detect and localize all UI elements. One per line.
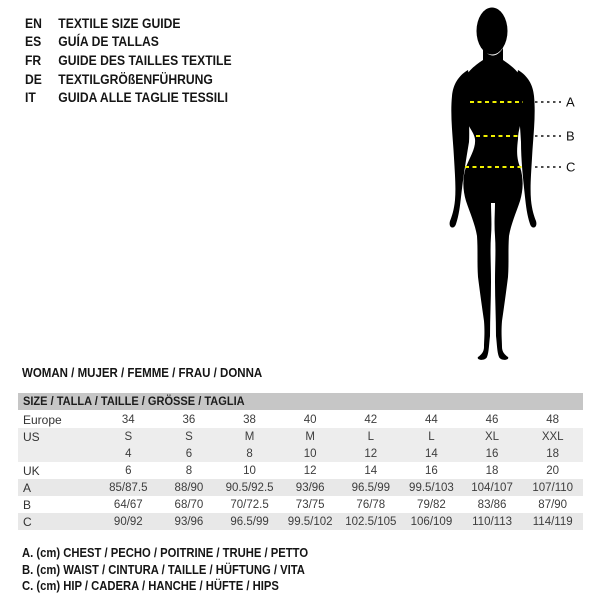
legend-waist: B. (cm) WAIST / CINTURA / TAILLE / HÜFTUNG / VITA xyxy=(22,562,305,577)
lang-code: FR xyxy=(25,52,42,68)
cell: 96.5/99 xyxy=(230,515,269,528)
cell: XL xyxy=(485,430,500,443)
legend-chest: A. (cm) CHEST / PECHO / POITRINE / TRUHE / PETTO xyxy=(22,546,309,560)
cell: 40 xyxy=(303,413,317,426)
cell: 46 xyxy=(485,413,499,426)
table-row-chest xyxy=(18,479,583,496)
row-label: C xyxy=(23,514,32,529)
table-row-uk xyxy=(18,462,583,479)
lang-title: GUIDA ALLE TAGLIE TESSILI xyxy=(58,90,228,106)
woman-silhouette-icon xyxy=(420,0,600,370)
row-label: UK xyxy=(23,463,40,478)
lang-code: IT xyxy=(25,90,36,106)
cell: 48 xyxy=(546,413,560,426)
row-label: B xyxy=(23,497,32,512)
lang-title: GUIDE DES TAILLES TEXTILE xyxy=(58,52,232,68)
cell: 36 xyxy=(182,413,196,426)
cell: 10 xyxy=(243,464,256,477)
cell: 93/96 xyxy=(174,515,204,528)
cell: 79/82 xyxy=(417,498,446,511)
row-label: Europe xyxy=(23,412,62,427)
language-title-block xyxy=(25,14,232,107)
lang-row-es xyxy=(25,33,232,52)
lang-code: ES xyxy=(25,34,42,50)
cell: 73/75 xyxy=(295,498,325,511)
cell: 14 xyxy=(425,447,438,460)
table-header-label: SIZE / TALLA / TAILLE / GRÖSSE / TAGLIA xyxy=(23,394,245,408)
lang-title: GUÍA DE TALLAS xyxy=(58,34,159,50)
cell: 16 xyxy=(485,447,499,460)
cell: 8 xyxy=(246,447,253,460)
table-row-us-numeric xyxy=(18,445,583,462)
lang-code: EN xyxy=(25,15,42,31)
lang-row-de xyxy=(25,70,232,89)
cell: 8 xyxy=(185,464,193,477)
figure-label-c: C xyxy=(566,159,576,175)
lang-row-fr xyxy=(25,51,232,70)
cell: 70/72.5 xyxy=(230,498,269,511)
lang-code: DE xyxy=(25,71,42,87)
cell: 10 xyxy=(303,447,317,460)
cell: 85/87.5 xyxy=(109,481,148,494)
row-label: US xyxy=(23,429,40,444)
table-header-size xyxy=(18,393,583,410)
measurement-diagram xyxy=(420,0,600,370)
cell: 64/67 xyxy=(113,498,143,511)
cell: 102.5/105 xyxy=(345,515,397,528)
section-title-woman: WOMAN / MUJER / FEMME / FRAU / DONNA xyxy=(22,366,263,380)
cell: 20 xyxy=(546,464,560,477)
cell: 76/78 xyxy=(356,498,386,511)
cell: L xyxy=(428,430,435,443)
cell: 99.5/103 xyxy=(409,481,454,494)
table-row-europe xyxy=(18,411,583,428)
size-table xyxy=(18,393,583,530)
cell: 107/110 xyxy=(532,481,574,494)
cell: 4 xyxy=(125,447,132,460)
table-row-waist xyxy=(18,496,583,513)
cell: 99.5/102 xyxy=(287,515,333,528)
cell: 12 xyxy=(364,447,378,460)
cell: L xyxy=(367,430,375,443)
lang-title: TEXTILGRÖßENFÜHRUNG xyxy=(58,71,213,87)
cell: M xyxy=(244,430,255,443)
cell: S xyxy=(124,430,133,443)
lang-title: TEXTILE SIZE GUIDE xyxy=(58,15,181,31)
cell: 93/96 xyxy=(295,481,325,494)
cell: 6 xyxy=(125,464,132,477)
measurement-legend xyxy=(22,545,308,595)
figure-label-b: B xyxy=(566,128,575,144)
cell: S xyxy=(185,430,193,443)
cell: 18 xyxy=(485,464,499,477)
cell: XXL xyxy=(541,430,564,443)
cell: 83/86 xyxy=(477,498,507,511)
table-row-us xyxy=(18,428,583,445)
cell: 90.5/92.5 xyxy=(225,481,274,494)
cell: 106/109 xyxy=(410,515,453,528)
lang-row-it xyxy=(25,88,232,107)
cell: 90/92 xyxy=(113,515,143,528)
cell: 44 xyxy=(425,413,438,426)
cell: M xyxy=(305,430,315,443)
cell: 14 xyxy=(364,464,378,477)
cell: 34 xyxy=(121,413,135,426)
cell: 6 xyxy=(185,447,193,460)
cell: 87/90 xyxy=(538,498,568,511)
cell: 68/70 xyxy=(174,498,204,511)
cell: 18 xyxy=(546,447,560,460)
cell: 42 xyxy=(364,413,378,426)
figure-label-a: A xyxy=(566,94,575,110)
cell: 114/119 xyxy=(532,515,573,528)
row-label: A xyxy=(23,480,32,495)
legend-hip: C. (cm) HIP / CADERA / HANCHE / HÜFTE / HIPS xyxy=(22,579,279,593)
cell: 110/113 xyxy=(472,515,512,528)
cell: 12 xyxy=(303,464,317,477)
cell: 104/107 xyxy=(471,481,513,494)
lang-row-en xyxy=(25,14,232,33)
cell: 88/90 xyxy=(174,481,204,494)
pointer-lines xyxy=(535,102,561,167)
cell: 16 xyxy=(425,464,438,477)
cell: 96.5/99 xyxy=(351,481,390,494)
cell: 38 xyxy=(243,413,256,426)
table-row-hip xyxy=(18,513,583,530)
